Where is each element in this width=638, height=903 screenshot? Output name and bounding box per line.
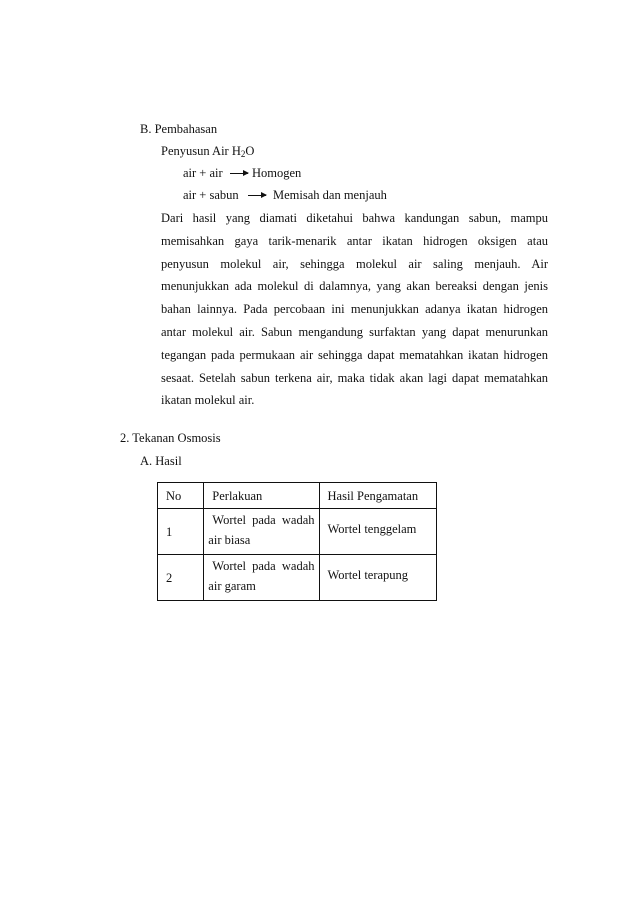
subheading-prefix: Penyusun Air H — [161, 144, 241, 158]
paragraph-line: memisahkan gaya tarik-menarik antar ikatan hidrogen oksigen atau — [161, 233, 548, 248]
paragraph-line: sesaat. Setelah sabun terkena air, maka tidak akan lagi dapat mematahkan — [161, 370, 548, 385]
reaction2-arrow-icon — [248, 195, 266, 196]
reaction1-left: air + air — [183, 166, 223, 180]
header-no: No — [158, 483, 204, 509]
discussion-paragraph — [161, 207, 548, 412]
cell-perlakuan: Wortel pada wadah air garam — [204, 555, 319, 601]
results-table — [157, 482, 437, 601]
cell-perlakuan: Wortel pada wadah air biasa — [204, 509, 319, 555]
header-hasil: Hasil Pengamatan — [319, 483, 437, 509]
paragraph-line: ikatan molekul air. — [161, 393, 255, 408]
reaction1-arrow-icon — [230, 173, 248, 174]
section-b-heading: B. Pembahasan — [140, 122, 218, 136]
table-header-row — [158, 483, 437, 509]
section-2a-heading: A. Hasil — [140, 454, 182, 468]
reaction2-right: Memisah dan menjauh — [273, 188, 387, 202]
cell-hasil: Wortel terapung — [319, 555, 437, 601]
cell-no: 1 — [158, 509, 204, 555]
table-row — [158, 555, 437, 601]
subheading-subscript: 2 — [240, 149, 246, 159]
paragraph-line: penyusun molekul air, sehingga molekul air saling menjauh. Air — [161, 256, 548, 271]
paragraph-line: antar molekul air. Sabun mengandung surfaktan yang dapat menurunkan — [161, 324, 548, 339]
reaction1-right: Homogen — [252, 166, 302, 180]
subheading-suffix: O — [245, 144, 255, 158]
paragraph-line: Dari hasil yang diamati diketahui bahwa kandungan sabun, mampu — [161, 211, 548, 225]
header-perlakuan: Perlakuan — [204, 483, 319, 509]
reaction2-left: air + sabun — [183, 188, 239, 202]
cell-no: 2 — [158, 555, 204, 601]
section-b-subheading — [161, 144, 254, 159]
cell-hasil: Wortel tenggelam — [319, 509, 437, 555]
table-row — [158, 509, 437, 555]
paragraph-line: bahan lainnya. Pada percobaan ini menunjukkan adanya ikatan hidrogen — [161, 302, 548, 317]
section-2-heading: 2. Tekanan Osmosis — [120, 431, 221, 445]
paragraph-line: tegangan pada permukaan air sehingga dapat mematahkan ikatan hidrogen — [161, 347, 548, 362]
paragraph-line: menunjukkan ada molekul di dalamnya, yang akan bereaksi dengan jenis — [161, 279, 548, 294]
